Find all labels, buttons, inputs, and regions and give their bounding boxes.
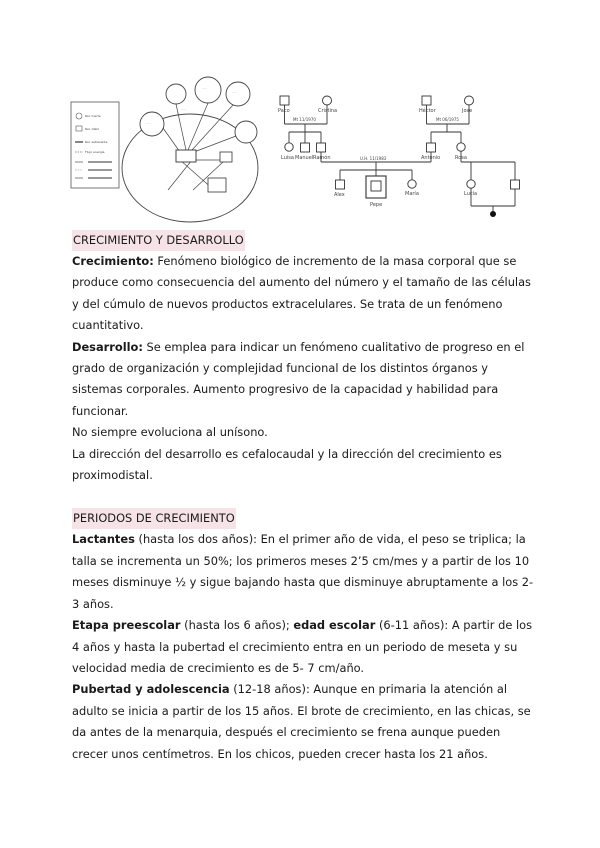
- legend-item: Flujo energía: [85, 150, 105, 154]
- genogram-label: Ramón: [313, 155, 331, 161]
- svg-text:·····: ·····: [146, 121, 151, 125]
- definition-desarrollo: Se emplea para indicar un fenómeno cualitativo de progreso en el grado de organización y complejidad funcional de los distintos órganos y sistemas corporales. Aumento progresivo de la capacidad y habilidad para funcionar.: [72, 339, 525, 418]
- genogram-male-symbol: [422, 96, 431, 105]
- ecomap-system-node: [166, 84, 186, 104]
- genogram-filled-symbol: [490, 211, 496, 217]
- genogram-label: Manuel: [295, 155, 314, 161]
- paragraph-preescolar-escolar: [72, 615, 534, 679]
- document-body: [72, 229, 534, 765]
- text-lactantes: (hasta los dos años): En el primer año de vida, el peso se triplica; la talla se incrementa un 50%; los primeros meses 2’5 cm/mes y a partir de los 10 meses disminuye ½ y sigue bajando hasta que disminuye abruptamente a los 2-3 años.: [72, 532, 534, 611]
- genogram-label: Luisa: [281, 155, 294, 161]
- genogram-label: Paco: [278, 108, 290, 114]
- genogram-label: Mt 06/1975: [436, 117, 459, 122]
- ecomap-system-node: [226, 82, 250, 106]
- text-escolar: (6-11 años): A partir de los 4 años y hasta la pubertad el crecimiento entra en un periodo de meseta y su velocidad media de crecimiento es de 5- 7 cm/año.: [72, 618, 533, 675]
- term-preescolar: Etapa preescolar: [72, 618, 181, 633]
- section-heading-periodos: PERIODOS DE CRECIMIENTO: [72, 508, 236, 529]
- ecomap-system-node: [235, 121, 257, 143]
- definition-crecimiento: Fenómeno biológico de incremento de la masa corporal que se produce como consecuencia del aumento del número y el tamaño de las células y del cúmulo de nuevos productos extracelulares. Se trata de un fenómeno cuantitativo.: [72, 254, 531, 333]
- ecomap-family-box: [176, 150, 196, 162]
- genogram-label: Rosa: [455, 155, 467, 161]
- genogram-label: Alex: [334, 192, 345, 198]
- ecomap-system-node: [195, 77, 221, 103]
- genogram-female-symbol: [323, 96, 332, 105]
- text-pubertad: (12-18 años): Aunque en primaria la atención al adulto se inicia a partir de los 15 años. El brote de crecimiento, en las chicas, se da antes de la menarquia, después el crecimiento se frena aunque pueden crecer unos centímetros. En los chicos, pueden crecer hasta los 21 años.: [72, 682, 531, 761]
- ecomap-figure: [68, 72, 263, 224]
- legend-item: Rel. débil: [85, 127, 99, 131]
- genogram-label: Pepe: [370, 202, 383, 208]
- term-escolar: edad escolar: [293, 618, 376, 633]
- ecomap-system-node: [140, 112, 164, 136]
- paragraph-pubertad: [72, 679, 534, 765]
- term-lactantes: Lactantes: [72, 532, 135, 547]
- term-pubertad: Pubertad y adolescencia: [72, 682, 230, 697]
- genogram-figure: [275, 88, 535, 220]
- genogram-label: Héctor: [419, 108, 436, 114]
- svg-text:·····: ·····: [202, 86, 207, 90]
- svg-text:·····: ·····: [181, 107, 186, 111]
- genogram-label: U.H. 11/1983: [360, 156, 387, 161]
- genogram-label: Jose: [462, 108, 473, 114]
- legend-item: Rel. fuerte: [85, 114, 101, 118]
- text-preescolar: (hasta los 6 años);: [180, 618, 294, 633]
- paragraph-crecimiento: [72, 251, 534, 337]
- term-crecimiento: Crecimiento:: [72, 254, 154, 268]
- section-heading-crecimiento-desarrollo: CRECIMIENTO Y DESARROLLO: [72, 230, 245, 251]
- genogram-label: María: [405, 191, 419, 197]
- paragraph-desarrollo: [72, 337, 534, 423]
- paragraph-direction: La dirección del desarrollo es cefalocaudal y la dirección del crecimiento es proximodistal.: [72, 446, 502, 483]
- term-desarrollo: Desarrollo:: [72, 339, 143, 354]
- paragraph-unison: No siempre evoluciona al unísono.: [72, 425, 268, 440]
- paragraph-lactantes: [72, 529, 534, 615]
- genogram-label: Antonio: [421, 155, 441, 161]
- genogram-female-symbol: [465, 96, 474, 105]
- genogram-label: Cristina: [318, 108, 338, 114]
- genogram-male-symbol: [280, 96, 289, 105]
- genogram-label: Lucía: [464, 191, 478, 197]
- legend-item: Rel. estresante: [85, 140, 108, 144]
- genogram-label: Mt 11/1970: [293, 117, 316, 122]
- svg-text:·····: ·····: [232, 90, 237, 94]
